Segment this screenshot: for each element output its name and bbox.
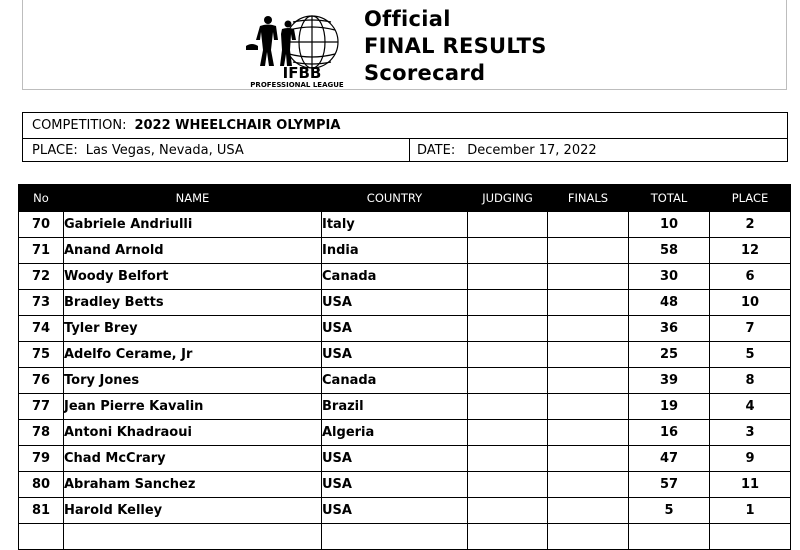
cell-country: Brazil (322, 394, 468, 420)
cell-name: Tyler Brey (64, 316, 322, 342)
table-row (19, 420, 791, 446)
column-header-no: No (19, 185, 64, 212)
cell-no: 70 (19, 212, 64, 238)
table-row (19, 368, 791, 394)
column-header-judging: JUDGING (468, 185, 548, 212)
cell-finals (548, 238, 629, 264)
table-row (19, 212, 791, 238)
table-row (19, 446, 791, 472)
cell-total: 58 (629, 238, 710, 264)
table-row (19, 498, 791, 524)
cell-judging (468, 472, 548, 498)
table-header-row (19, 185, 791, 212)
cell-total: 10 (629, 212, 710, 238)
cell-place: 12 (710, 238, 791, 264)
column-header-country: COUNTRY (322, 185, 468, 212)
ifbb-logo-text: IFBB (282, 64, 322, 82)
cell-name: Chad McCrary (64, 446, 322, 472)
cell-total: 57 (629, 472, 710, 498)
cell-name: Bradley Betts (64, 290, 322, 316)
cell-country: USA (322, 446, 468, 472)
cell-no: 79 (19, 446, 64, 472)
cell-judging (468, 342, 548, 368)
info-divider (409, 138, 410, 162)
cell-finals (548, 524, 629, 550)
table-row (19, 290, 791, 316)
place-label: PLACE: (32, 143, 78, 158)
cell-country: USA (322, 498, 468, 524)
ifbb-logo-subtext: PROFESSIONAL LEAGUE (250, 81, 344, 89)
column-header-name: NAME (64, 185, 322, 212)
title-line-2: FINAL RESULTS (364, 34, 547, 58)
cell-finals (548, 472, 629, 498)
cell-judging (468, 238, 548, 264)
cell-place (710, 524, 791, 550)
cell-place: 1 (710, 498, 791, 524)
cell-finals (548, 498, 629, 524)
place-date-row (23, 138, 787, 163)
cell-no: 80 (19, 472, 64, 498)
cell-name: Woody Belfort (64, 264, 322, 290)
table-row (19, 524, 791, 550)
cell-judging (468, 420, 548, 446)
cell-place: 6 (710, 264, 791, 290)
competition-label: COMPETITION: (32, 118, 127, 133)
table-row (19, 394, 791, 420)
results-table (18, 184, 791, 550)
column-header-total: TOTAL (629, 185, 710, 212)
cell-place: 7 (710, 316, 791, 342)
cell-judging (468, 212, 548, 238)
cell-total: 19 (629, 394, 710, 420)
table-row (19, 472, 791, 498)
cell-country: Canada (322, 368, 468, 394)
table-row (19, 316, 791, 342)
table-row (19, 264, 791, 290)
cell-place: 11 (710, 472, 791, 498)
competition-value: 2022 WHEELCHAIR OLYMPIA (134, 118, 341, 133)
cell-judging (468, 290, 548, 316)
cell-no: 74 (19, 316, 64, 342)
cell-finals (548, 342, 629, 368)
cell-judging (468, 524, 548, 550)
cell-country (322, 524, 468, 550)
cell-country: Italy (322, 212, 468, 238)
cell-judging (468, 446, 548, 472)
cell-country: India (322, 238, 468, 264)
cell-total: 30 (629, 264, 710, 290)
cell-finals (548, 446, 629, 472)
cell-total: 47 (629, 446, 710, 472)
cell-no: 73 (19, 290, 64, 316)
cell-finals (548, 394, 629, 420)
cell-country: USA (322, 342, 468, 368)
cell-name: Adelfo Cerame, Jr (64, 342, 322, 368)
ifbb-logo (238, 10, 356, 90)
cell-no: 76 (19, 368, 64, 394)
cell-name: Harold Kelley (64, 498, 322, 524)
cell-no: 77 (19, 394, 64, 420)
cell-no: 71 (19, 238, 64, 264)
cell-total: 36 (629, 316, 710, 342)
cell-no: 81 (19, 498, 64, 524)
cell-country: USA (322, 316, 468, 342)
cell-finals (548, 368, 629, 394)
column-header-place: PLACE (710, 185, 791, 212)
cell-place: 5 (710, 342, 791, 368)
title-line-1: Official (364, 7, 451, 31)
cell-place: 9 (710, 446, 791, 472)
column-header-finals: FINALS (548, 185, 629, 212)
cell-name: Antoni Khadraoui (64, 420, 322, 446)
cell-total: 16 (629, 420, 710, 446)
date-label: DATE: (417, 142, 456, 158)
cell-country: Canada (322, 264, 468, 290)
table-row (19, 342, 791, 368)
cell-place: 4 (710, 394, 791, 420)
scorecard-title (364, 6, 547, 87)
cell-no: 78 (19, 420, 64, 446)
cell-finals (548, 212, 629, 238)
cell-name (64, 524, 322, 550)
date-value: December 17, 2022 (467, 142, 597, 158)
cell-total: 5 (629, 498, 710, 524)
cell-no: 72 (19, 264, 64, 290)
competition-info-box (22, 112, 788, 162)
cell-place: 2 (710, 212, 791, 238)
cell-total (629, 524, 710, 550)
cell-no: 75 (19, 342, 64, 368)
cell-place: 10 (710, 290, 791, 316)
cell-name: Jean Pierre Kavalin (64, 394, 322, 420)
cell-finals (548, 420, 629, 446)
cell-country: USA (322, 472, 468, 498)
date-field (417, 138, 597, 162)
title-line-3: Scorecard (364, 61, 486, 85)
cell-no (19, 524, 64, 550)
cell-judging (468, 264, 548, 290)
cell-name: Gabriele Andriulli (64, 212, 322, 238)
ifbb-logo-graphic (238, 10, 356, 90)
cell-country: Algeria (322, 420, 468, 446)
cell-place: 3 (710, 420, 791, 446)
cell-place: 8 (710, 368, 791, 394)
competition-row (23, 113, 787, 139)
cell-total: 39 (629, 368, 710, 394)
cell-total: 25 (629, 342, 710, 368)
cell-name: Abraham Sanchez (64, 472, 322, 498)
results-body (19, 212, 791, 550)
cell-total: 48 (629, 290, 710, 316)
cell-country: USA (322, 290, 468, 316)
cell-judging (468, 498, 548, 524)
cell-judging (468, 316, 548, 342)
cell-finals (548, 264, 629, 290)
table-row (19, 238, 791, 264)
cell-name: Anand Arnold (64, 238, 322, 264)
cell-finals (548, 316, 629, 342)
cell-judging (468, 394, 548, 420)
cell-finals (548, 290, 629, 316)
place-value: Las Vegas, Nevada, USA (85, 143, 244, 158)
cell-name: Tory Jones (64, 368, 322, 394)
cell-judging (468, 368, 548, 394)
